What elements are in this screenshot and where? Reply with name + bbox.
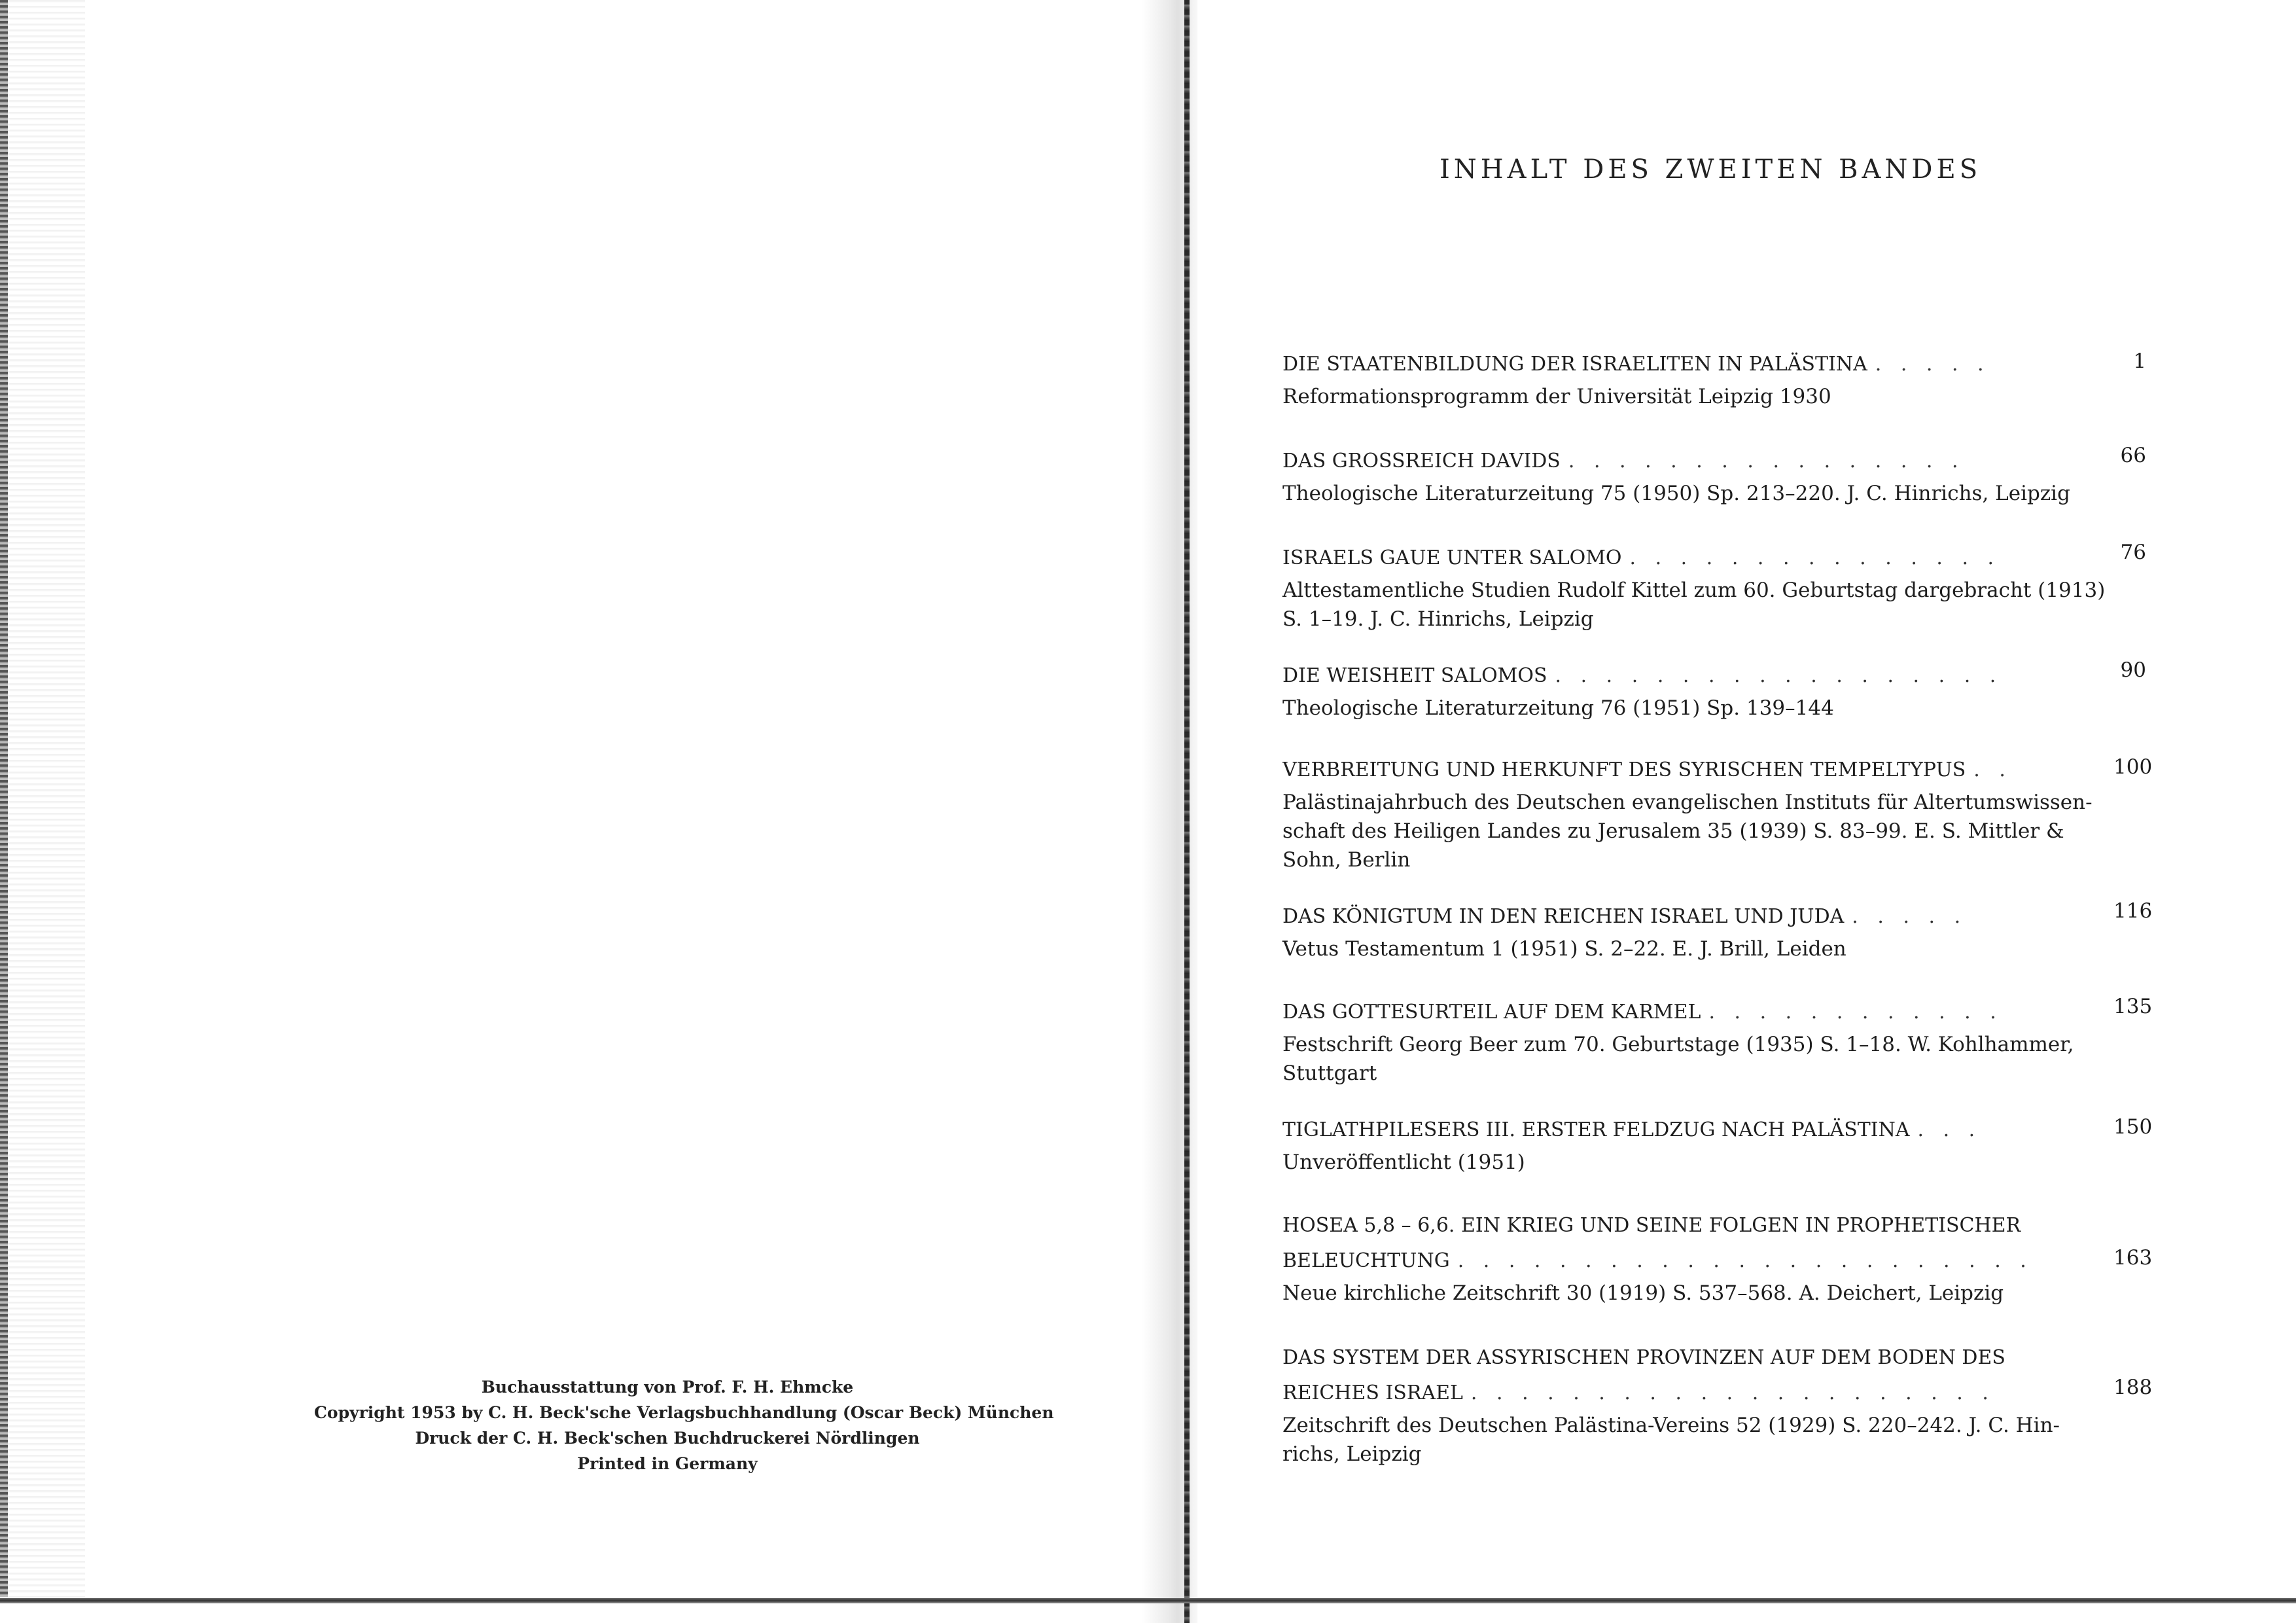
leader-dots: . . . . . . . . . . . . . . . . . . . . . . . <box>1457 1249 2033 1272</box>
heading-text: DAS SYSTEM DER ASSYRISCHEN PROVINZEN AUF DEM BODEN DES <box>1282 1346 2005 1369</box>
leader-dots: . . . . . . . . . . . . . . . . . . . . . <box>1470 1382 1995 1404</box>
toc-entry <box>1282 1113 2153 1177</box>
colophon <box>314 1374 1054 1476</box>
toc-entry-source <box>1282 576 2106 633</box>
toc-entry-heading <box>1282 658 2146 694</box>
leader-dots: . . . <box>1917 1118 1982 1141</box>
toc-entry <box>1282 444 2146 508</box>
toc-entry-source <box>1282 1411 2074 1469</box>
scan-bottom-edge <box>0 1598 2296 1603</box>
leader-dots: . . . . . . . . . . . . . . . . <box>1568 450 1965 473</box>
leader-dots: . . . . . . . . . . . . . . . <box>1629 546 2001 569</box>
source-line: Festschrift Georg Beer zum 70. Geburtstage (1935) S. 1–18. W. Kohlhammer, <box>1282 1033 2074 1056</box>
toc-entry-source <box>1282 694 2074 722</box>
toc-page-number: 188 <box>2113 1376 2153 1399</box>
toc-page-number: 163 <box>2113 1246 2153 1270</box>
source-line: Reformationsprogramm der Universität Leipzig 1930 <box>1282 385 1831 408</box>
toc-page-number: 66 <box>2120 444 2146 467</box>
source-line: Theologische Literaturzeitung 76 (1951) Sp. 139–144 <box>1282 696 1834 720</box>
heading-text: VERBREITUNG UND HERKUNFT DES SYRISCHEN TEMPELTYPUS <box>1282 758 1966 781</box>
book-spine-line <box>1184 0 1190 1623</box>
toc-entry <box>1282 658 2146 722</box>
toc-page-number: 100 <box>2113 755 2153 779</box>
toc-entry <box>1282 1208 2153 1308</box>
toc-entry-heading <box>1282 1113 2153 1148</box>
toc-entry-heading <box>1282 1208 2153 1279</box>
source-line: Vetus Testamentum 1 (1951) S. 2–22. E. J. Brill, Leiden <box>1282 937 1846 961</box>
leader-dots: . . . . . . . . . . . . <box>1708 1001 2003 1024</box>
toc-entry <box>1282 1340 2153 1469</box>
heading-text: DIE WEISHEIT SALOMOS <box>1282 664 1547 687</box>
toc-entry-heading <box>1282 995 2153 1030</box>
heading-text: DAS GROSSREICH DAVIDS <box>1282 450 1561 473</box>
toc-entry-source <box>1282 1148 2074 1177</box>
toc-page-number: 90 <box>2120 658 2146 682</box>
toc-entry <box>1282 753 2153 874</box>
heading-text: TIGLATHPILESERS III. ERSTER FELDZUG NACH PALÄSTINA <box>1282 1118 1910 1141</box>
toc-entry-source <box>1282 1279 2074 1308</box>
colophon-line: Druck der C. H. Beck'schen Buchdruckerei Nördlingen <box>415 1429 920 1448</box>
source-line: Sohn, Berlin <box>1282 848 1411 872</box>
scan-edge-border <box>0 0 8 1597</box>
leader-dots: . . . . . <box>1875 353 1990 376</box>
source-line: Neue kirchliche Zeitschrift 30 (1919) S. 537–568. A. Deichert, Leipzig <box>1282 1281 2004 1305</box>
toc-entry-source <box>1282 788 2093 874</box>
colophon-line: Buchausstattung von Prof. F. H. Ehmcke <box>481 1378 854 1397</box>
colophon-line: Copyright 1953 by C. H. Beck'sche Verlagsbuchhandlung (Oscar Beck) München <box>314 1403 1054 1422</box>
toc-page-number: 76 <box>2120 541 2146 564</box>
toc-page-number: 1 <box>2133 349 2146 373</box>
toc-entry <box>1282 995 2153 1088</box>
toc-page-number: 150 <box>2113 1115 2153 1139</box>
toc-entry-source <box>1282 479 2074 508</box>
heading-text: DAS KÖNIGTUM IN DEN REICHEN ISRAEL UND JUDA <box>1282 905 1845 928</box>
heading-text: HOSEA 5,8 – 6,6. EIN KRIEG UND SEINE FOLGEN IN PROPHETISCHER <box>1282 1214 2021 1237</box>
toc-entry-heading <box>1282 1340 2153 1411</box>
toc-entry-heading <box>1282 444 2146 479</box>
source-line: Palästinajahrbuch des Deutschen evangelischen Instituts für Altertumswissen- <box>1282 791 2093 814</box>
toc-entry-source <box>1282 382 2074 411</box>
heading-text: DAS GOTTESURTEIL AUF DEM KARMEL <box>1282 1001 1701 1024</box>
toc-entry-source <box>1282 935 2074 963</box>
toc-entry-heading <box>1282 541 2146 576</box>
toc-entry <box>1282 541 2146 633</box>
heading-text: BELEUCHTUNG <box>1282 1249 1450 1272</box>
colophon-line: Printed in Germany <box>577 1454 758 1473</box>
toc-page-number: 135 <box>2113 995 2153 1018</box>
leader-dots: . . . . . . . . . . . . . . . . . . <box>1555 664 2003 687</box>
heading-text: ISRAELS GAUE UNTER SALOMO <box>1282 546 1622 569</box>
toc-entry-heading <box>1282 347 2146 382</box>
leader-dots: . . . . . <box>1852 905 1968 928</box>
heading-text: DIE STAATENBILDUNG DER ISRAELITEN IN PALÄSTINA <box>1282 353 1867 376</box>
source-line: Stuttgart <box>1282 1061 1377 1085</box>
source-line: richs, Leipzig <box>1282 1442 1422 1466</box>
source-line: S. 1–19. J. C. Hinrichs, Leipzig <box>1282 607 1594 631</box>
source-line: Unveröffentlicht (1951) <box>1282 1150 1525 1174</box>
toc-entry <box>1282 899 2153 963</box>
toc-entry-heading <box>1282 753 2153 788</box>
source-line: schaft des Heiligen Landes zu Jerusalem 35 (1939) S. 83–99. E. S. Mittler & <box>1282 819 2064 843</box>
source-line: Alttestamentliche Studien Rudolf Kittel zum 60. Geburtstag dargebracht (1913) <box>1282 579 2106 602</box>
toc-page-number: 116 <box>2113 899 2153 923</box>
source-line: Theologische Literaturzeitung 75 (1950) Sp. 213–220. J. C. Hinrichs, Leipzig <box>1282 482 2070 505</box>
leader-dots: . . <box>1973 758 2012 781</box>
source-line: Zeitschrift des Deutschen Palästina-Vereins 52 (1929) S. 220–242. J. C. Hin- <box>1282 1414 2060 1437</box>
toc-entry-source <box>1282 1030 2074 1088</box>
toc-title: INHALT DES ZWEITEN BANDES <box>1439 154 1982 185</box>
heading-text: REICHES ISRAEL <box>1282 1382 1463 1404</box>
toc-entry-heading <box>1282 899 2153 935</box>
scan-edge-shadow <box>0 0 85 1597</box>
toc-entry <box>1282 347 2146 411</box>
